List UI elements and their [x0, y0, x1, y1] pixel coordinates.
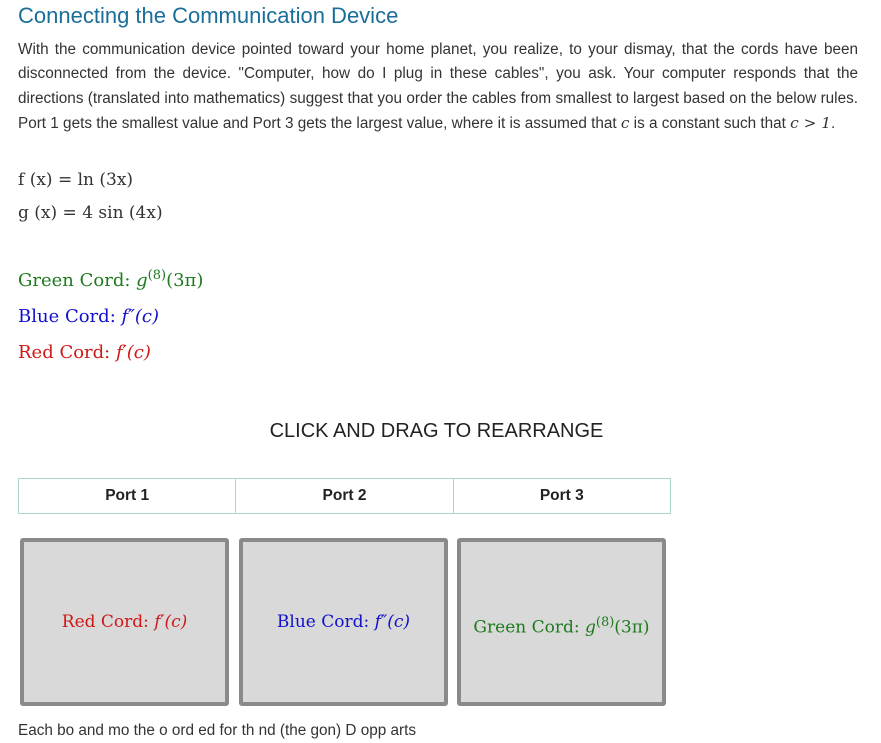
- slot-1-expr: f′(c): [154, 612, 188, 632]
- red-cord-definition: [18, 342, 151, 363]
- intro-variable: c: [620, 113, 630, 132]
- slot-3-arg: (3π): [614, 617, 650, 638]
- intro-text: With the communication device pointed toward your home planet, you realize, to your dismay, that the cords have been disconnected from the device. "Computer, how do I plug in these cables", you ask. Your computer responds that the directions (translated into mathematics) suggest that you order the cables from smallest to largest based on the below rules. Port 1 gets the smallest value and Port 3 gets the largest value, where it is assumed that: [18, 41, 858, 132]
- red-cord-label: Red Cord:: [18, 342, 116, 363]
- drag-instruction: CLICK AND DRAG TO REARRANGE: [269, 420, 604, 442]
- slot-3-expr: g: [584, 617, 596, 638]
- green-cord-arg: (3π): [166, 270, 204, 291]
- port-header-row: [18, 478, 671, 514]
- footer-text-clipped: [18, 719, 858, 739]
- draggable-cord-slot-1[interactable]: [20, 538, 229, 706]
- slot-2-cord: [277, 612, 410, 632]
- slot-3-cord: [473, 615, 649, 638]
- slot-2-expr: f″(c): [374, 612, 411, 632]
- slot-2-label: Blue Cord:: [276, 612, 375, 632]
- problem-statement: [18, 38, 858, 136]
- intro-end-text: .: [831, 114, 836, 132]
- formula-g: g (x) = 4 sin (4x): [18, 203, 163, 223]
- page-title: Connecting the Communication Device: [18, 3, 399, 28]
- formula-f: f (x) = ln (3x): [18, 170, 134, 190]
- green-cord-expr: g: [136, 270, 148, 291]
- slot-1-cord: [62, 612, 187, 632]
- port-3-header: Port 3: [453, 479, 670, 513]
- port-2-header: Port 2: [235, 479, 452, 513]
- intro-mid-text: is a constant such that: [629, 114, 791, 132]
- footer-text: Each bo and mo the o ord ed for th nd (the gon) D opp arts: [18, 722, 416, 739]
- slot-3-order: (8): [595, 614, 615, 630]
- port-1-header: Port 1: [105, 487, 150, 504]
- blue-cord-label: Blue Cord:: [18, 306, 122, 327]
- draggable-cord-slot-2[interactable]: [239, 538, 448, 706]
- slot-3-label: Green Cord:: [473, 617, 585, 638]
- blue-cord-definition: [18, 306, 159, 327]
- red-cord-expr: f′(c): [115, 342, 151, 363]
- green-cord-label: Green Cord:: [18, 270, 137, 291]
- green-cord-order: (8): [147, 268, 167, 283]
- blue-cord-expr: f″(c): [121, 306, 159, 327]
- green-cord-definition: [18, 268, 203, 291]
- intro-condition: c > 1: [790, 113, 831, 132]
- slot-1-label: Red Cord:: [61, 612, 155, 632]
- draggable-cord-slot-3[interactable]: [457, 538, 666, 706]
